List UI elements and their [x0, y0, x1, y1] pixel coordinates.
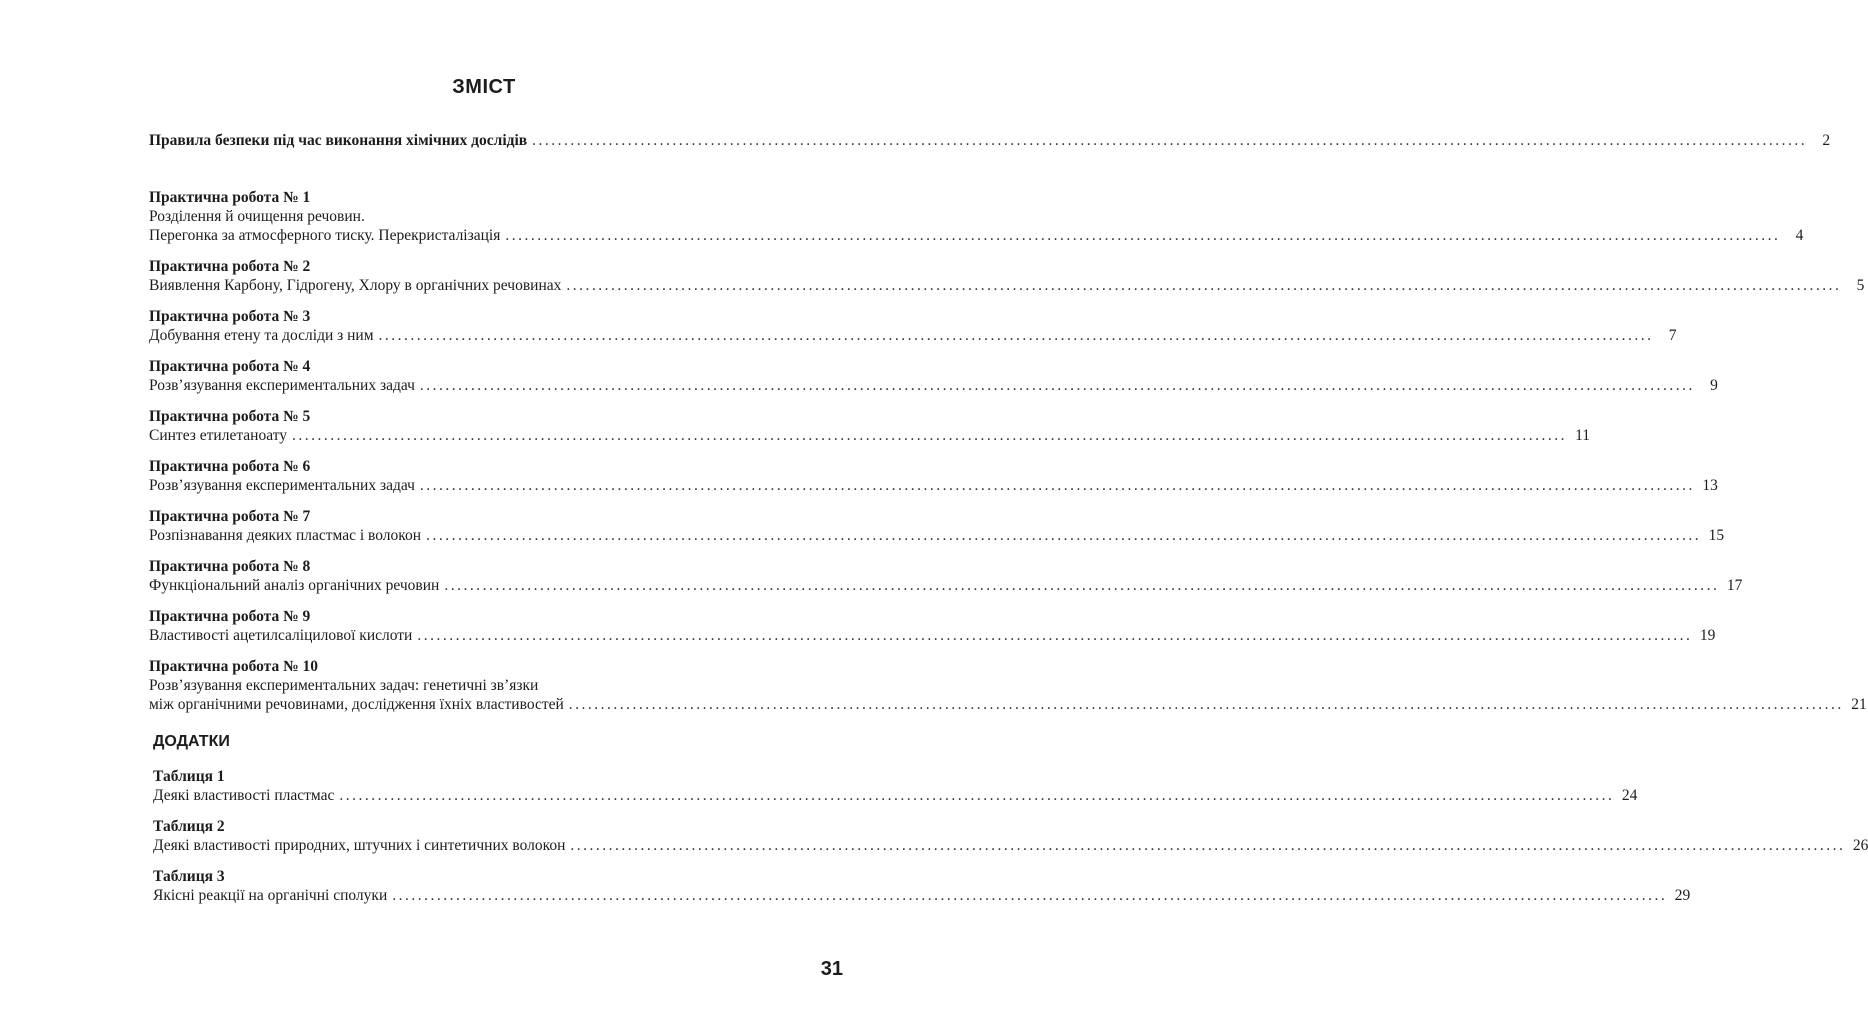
dot-leader: ........................................................................................................................................................................................................ [426, 527, 1702, 544]
toc-entry-heading: Таблиця 2 [153, 818, 225, 835]
toc-entry-work-3[interactable] [149, 307, 1677, 345]
toc-entry-table-1[interactable] [153, 767, 1638, 805]
toc-entry-work-4[interactable] [149, 357, 1718, 395]
toc-entry-work-8[interactable] [149, 557, 1743, 595]
toc-entry-text: Синтез етилетаноату [149, 427, 288, 444]
toc-page-number: 26 [1852, 837, 1868, 854]
toc-page-number: 29 [1674, 887, 1691, 904]
toc-page-number: 4 [1795, 227, 1804, 244]
toc-entry-heading: Таблиця 3 [153, 868, 225, 885]
toc-entry-text: Виявлення Карбону, Гідрогену, Хлору в органічних речовинах [149, 277, 562, 294]
toc-entry-work-6[interactable] [149, 457, 1718, 495]
toc-page-number: 9 [1710, 377, 1718, 394]
toc-page-number: 17 [1726, 577, 1743, 594]
dot-leader: ........................................................................................................................................................................................................ [566, 277, 1842, 294]
toc-entry-text: Функціональний аналіз органічних речовин [149, 577, 440, 594]
page-number: 31 [820, 958, 843, 980]
toc-entry-text: Добування етену та досліди з ним [149, 327, 374, 344]
toc-entry-heading: Практична робота № 6 [149, 458, 311, 475]
toc-entry-safety[interactable] [149, 131, 1831, 150]
toc-page-number: 15 [1708, 527, 1725, 544]
toc-entry-work-9[interactable] [149, 607, 1716, 645]
dot-leader: ........................................................................................................................................................................................................ [417, 627, 1693, 644]
toc-entry-text: Властивості ацетилсаліцилової кислоти [149, 627, 413, 644]
toc-entry-work-2[interactable] [149, 257, 1865, 295]
dot-leader: ........................................................................................................................................................................................................ [532, 132, 1808, 149]
dot-leader: ........................................................................................................................................................................................................ [339, 787, 1615, 804]
toc-entry-heading: Практична робота № 4 [149, 358, 311, 375]
toc-entry-work-10[interactable] [149, 657, 1867, 714]
toc-entry-work-1[interactable] [149, 188, 1804, 245]
toc-entry-text: між органічними речовинами, дослідження їхніх властивостей [149, 696, 564, 713]
toc-page-number: 7 [1668, 327, 1677, 344]
toc-entry-heading: Практична робота № 1 [149, 189, 311, 206]
toc-page-number: 11 [1575, 427, 1591, 444]
dot-leader: ........................................................................................................................................................................................................ [419, 477, 1695, 494]
toc-entry-heading: Практична робота № 7 [149, 508, 311, 525]
dot-leader: ........................................................................................................................................................................................................ [444, 577, 1720, 594]
toc-entry-text: Розділення й очищення речовин. [149, 208, 365, 225]
dot-leader: ........................................................................................................................................................................................................ [392, 887, 1668, 904]
toc-entry-work-7[interactable] [149, 507, 1725, 545]
dot-leader: ........................................................................................................................................................................................................ [568, 696, 1844, 713]
appendix-title: ДОДАТКИ [153, 733, 230, 750]
toc-entry-heading: Практична робота № 9 [149, 608, 311, 625]
toc-entry-table-3[interactable] [153, 867, 1691, 905]
toc-entry-text: Деякі властивості пластмас [153, 787, 335, 804]
dot-leader: ........................................................................................................................................................................................................ [570, 837, 1846, 854]
toc-entry-heading: Практична робота № 8 [149, 558, 311, 575]
toc-entry-heading: Практична робота № 10 [149, 658, 319, 675]
toc-entry-work-5[interactable] [149, 407, 1591, 445]
toc-entry-heading: Практична робота № 2 [149, 258, 311, 275]
toc-page-number: 5 [1856, 277, 1865, 294]
toc-entry-text: Перегонка за атмосферного тиску. Перекристалізація [149, 227, 501, 244]
toc-entry-text: Розв’язування експериментальних задач: генетичні зв’язки [149, 677, 539, 694]
toc-entry-heading: Практична робота № 3 [149, 308, 311, 325]
dot-leader: ........................................................................................................................................................................................................ [505, 227, 1781, 244]
toc-page-number: 19 [1699, 627, 1716, 644]
toc-page-number: 13 [1702, 477, 1718, 494]
page-title: ЗМІСТ [452, 76, 516, 98]
toc-entry-text: Якісні реакції на органічні сполуки [153, 887, 388, 904]
toc-entry-text: Правила безпеки під час виконання хімічних дослідів [149, 132, 528, 149]
toc-page-number: 2 [1822, 132, 1831, 149]
toc-entry-heading: Таблиця 1 [153, 768, 225, 785]
toc-entry-text: Деякі властивості природних, штучних і синтетичних волокон [153, 837, 566, 854]
table-of-contents [149, 131, 1868, 905]
toc-page-number: 21 [1851, 696, 1867, 713]
toc-entry-text: Розв’язування експериментальних задач [149, 477, 415, 494]
toc-entry-table-2[interactable] [153, 817, 1868, 855]
dot-leader: ........................................................................................................................................................................................................ [419, 377, 1695, 394]
dot-leader: ........................................................................................................................................................................................................ [378, 327, 1654, 344]
dot-leader: ........................................................................................................................................................................................................ [292, 427, 1568, 444]
toc-entry-text: Розпізнавання деяких пластмас і волокон [149, 527, 422, 544]
toc-entry-text: Розв’язування експериментальних задач [149, 377, 415, 394]
toc-entry-heading: Практична робота № 5 [149, 408, 311, 425]
toc-page-number: 24 [1621, 787, 1638, 804]
